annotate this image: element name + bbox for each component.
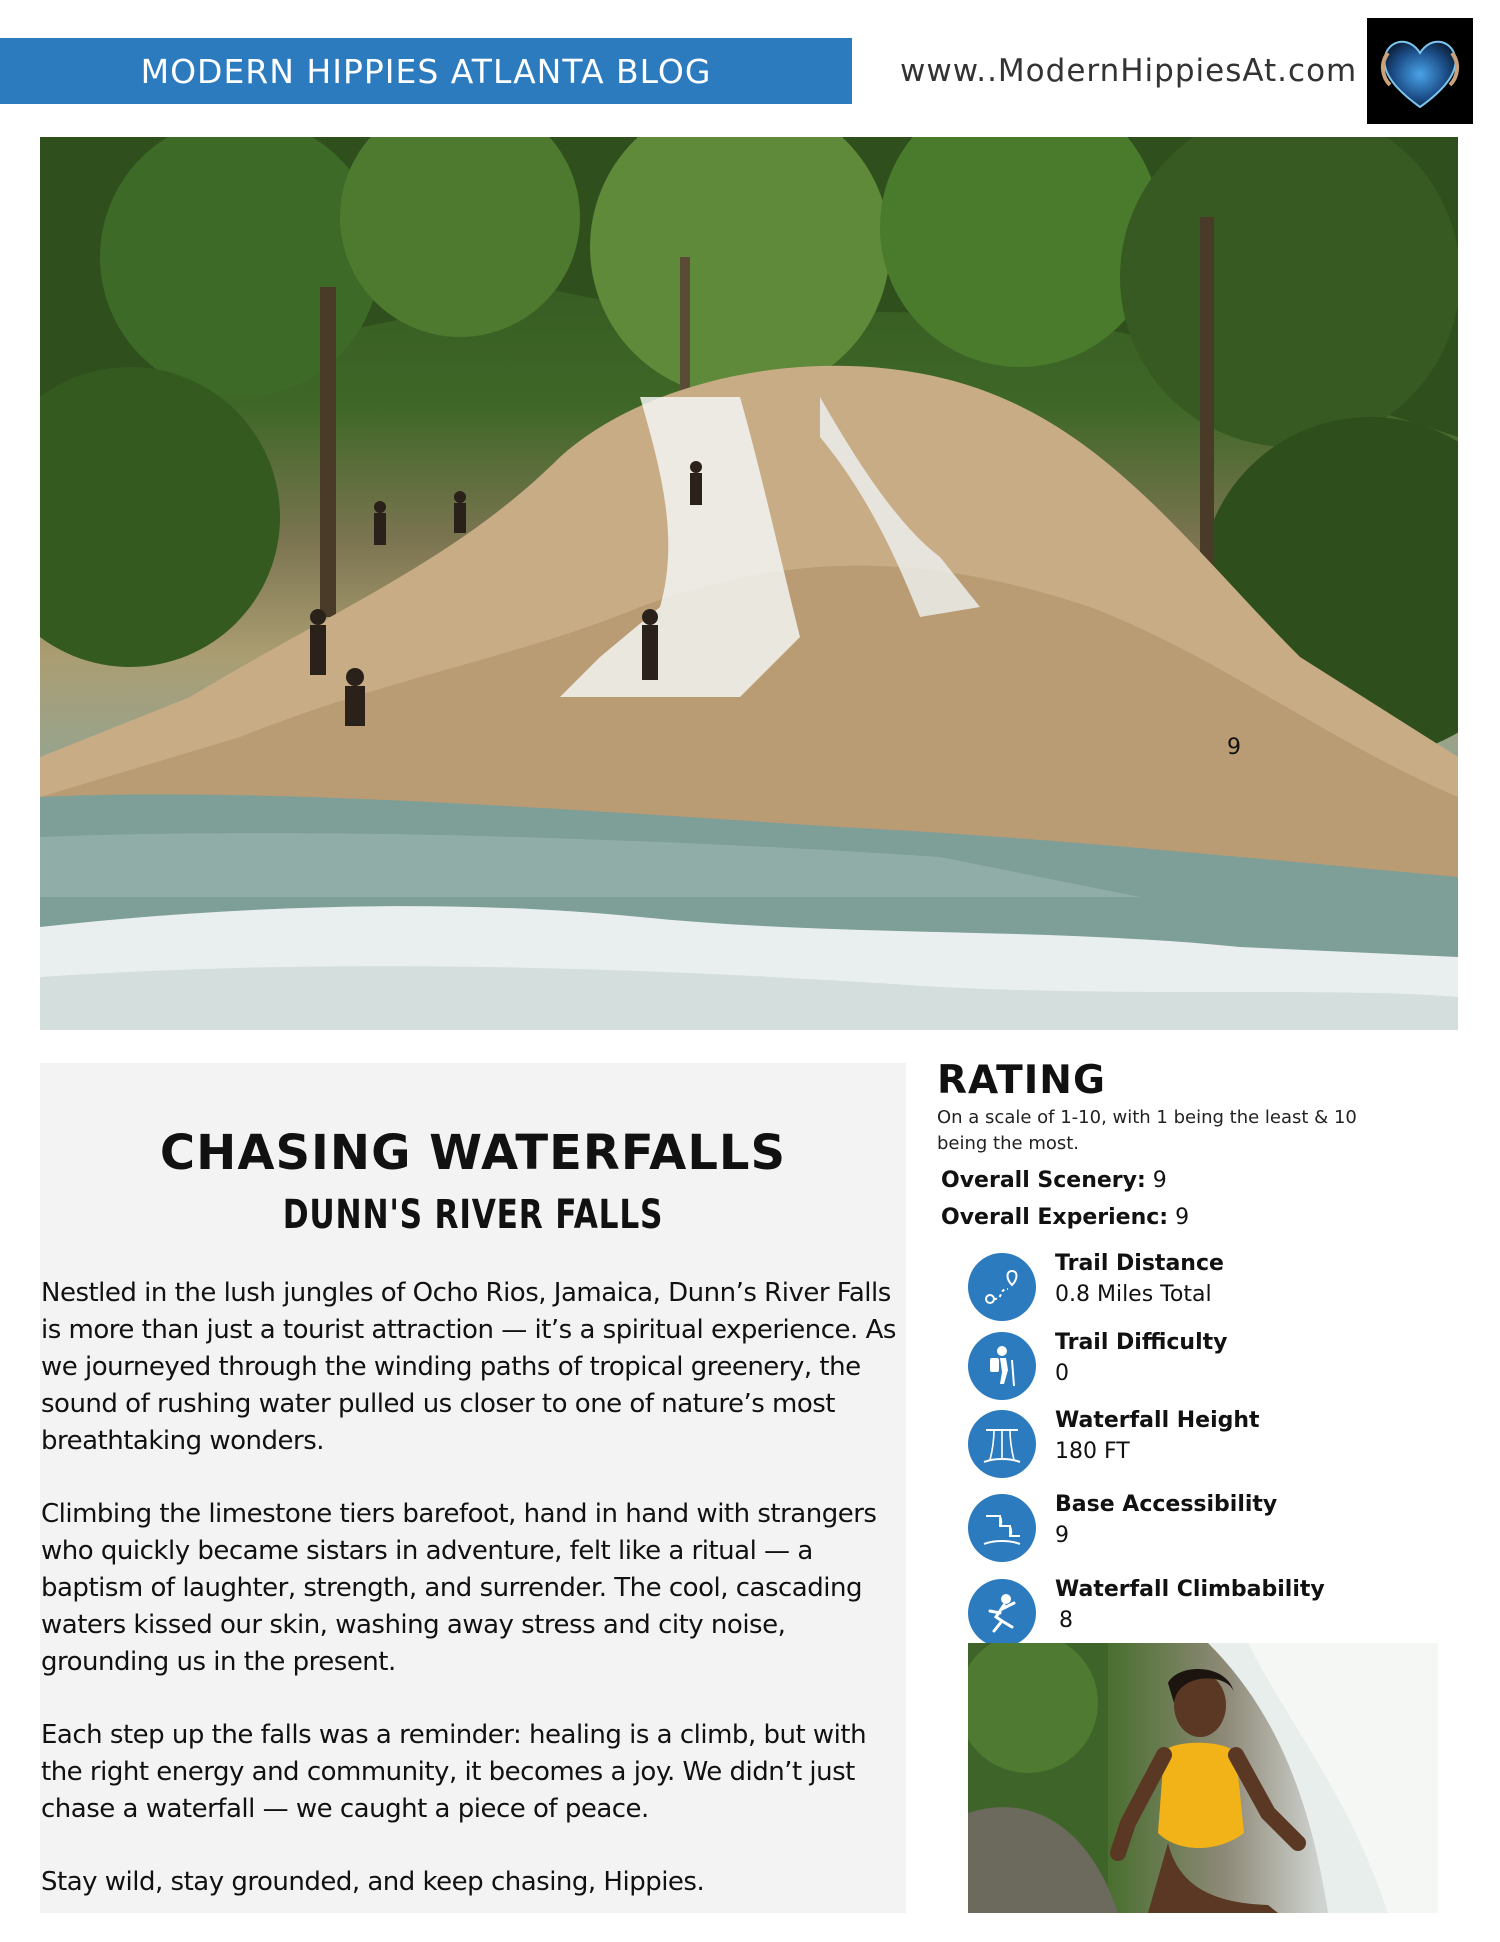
logo[interactable] (1367, 18, 1473, 124)
experience-value: 9 (1175, 1205, 1190, 1230)
experience-label: Overall Experienc: (941, 1205, 1169, 1230)
person-at-waterfall-illustration (968, 1643, 1438, 1913)
scenery-value: 9 (1152, 1168, 1167, 1193)
article-title: CHASING WATERFALLS (159, 1125, 787, 1181)
route-icon (968, 1253, 1036, 1321)
stat-waterfall-height (968, 1410, 1468, 1486)
stat-value: 9 (1055, 1523, 1069, 1548)
article-paragraph: Each step up the falls was a reminder: healing is a climb, but with the right energy and community, it becomes a joy. We didn’t just chase a waterfall — we caught a piece of peace. (41, 1720, 867, 1824)
scenery-score (941, 1168, 1167, 1193)
blog-title: MODERN HIPPIES ATLANTA BLOG (140, 51, 712, 91)
stat-value: 180 FT (1055, 1439, 1130, 1464)
stat-label: Base Accessibility (1055, 1492, 1278, 1517)
article-paragraph: Nestled in the lush jungles of Ocho Rios, Jamaica, Dunn’s River Falls is more than just a tourist attraction — it’s a spiritual experience. As we journeyed through the winding paths of tropical greenery, the sound of rushing water pulled us closer to one of nature’s most breathtaking wonders. (41, 1278, 896, 1456)
hiker-icon (968, 1332, 1036, 1400)
article-body (41, 1275, 901, 1937)
rating-heading: RATING (937, 1058, 1106, 1103)
stat-trail-distance (968, 1253, 1468, 1329)
stat-value: 0 (1055, 1361, 1069, 1386)
stat-label: Waterfall Height (1055, 1408, 1260, 1433)
blog-title-banner (0, 38, 852, 104)
stat-value: 8 (1059, 1608, 1073, 1633)
stat-label: Trail Distance (1055, 1251, 1224, 1276)
rating-scale-note: On a scale of 1-10, with 1 being the least & 10 being the most. (937, 1107, 1357, 1154)
stat-trail-difficulty (968, 1332, 1468, 1408)
stat-label: Trail Difficulty (1055, 1330, 1228, 1355)
stat-value: 0.8 Miles Total (1055, 1282, 1212, 1307)
waterfall-hero-photo (40, 137, 1458, 1030)
stat-label: Waterfall Climbability (1055, 1577, 1325, 1602)
climber-icon (968, 1579, 1036, 1647)
waterfall-portrait-photo (968, 1643, 1438, 1913)
scenery-label: Overall Scenery: (941, 1168, 1146, 1193)
photo-marker-number: 9 (1227, 735, 1241, 760)
site-url-link[interactable]: www..ModernHippiesAt.com (900, 53, 1358, 89)
stat-base-accessibility (968, 1494, 1468, 1570)
article-subtitle: DUNN'S RIVER FALLS (282, 1192, 664, 1238)
heart-hands-logo-icon (1372, 23, 1468, 119)
article-paragraph: Stay wild, stay grounded, and keep chasing, Hippies. (41, 1867, 705, 1897)
waterfall-icon (968, 1410, 1036, 1478)
article-paragraph: Climbing the limestone tiers barefoot, hand in hand with strangers who quickly became sistars in adventure, felt like a ritual — a baptism of laughter, strength, and surrender. The cool, cascading waters kissed our skin, washing away stress and city noise, grounding us in the present. (41, 1499, 877, 1677)
cascade-icon (968, 1494, 1036, 1562)
waterfall-scene-illustration (40, 137, 1458, 1030)
experience-score (941, 1205, 1189, 1230)
